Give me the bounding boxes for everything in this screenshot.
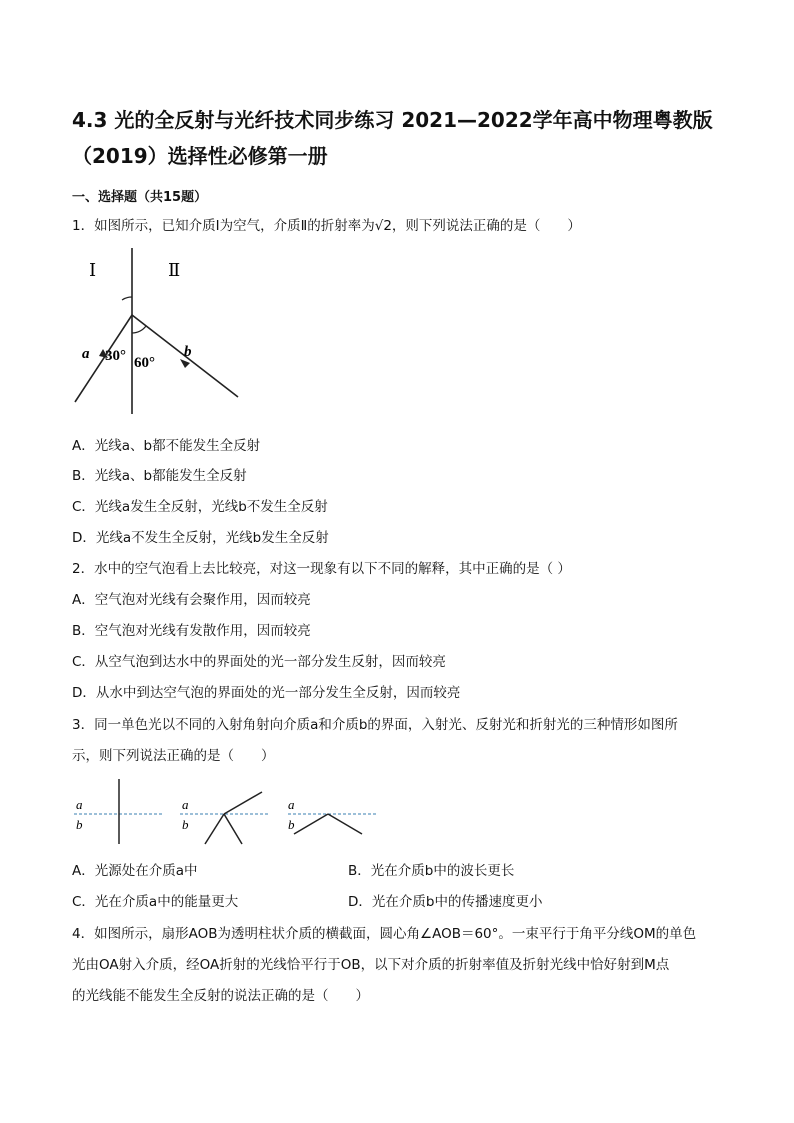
q1-arrow-b bbox=[180, 359, 190, 368]
q1-option-a: A．光线a、b都不能发生全反射 bbox=[72, 438, 261, 454]
q2-stem: 2．水中的空气泡看上去比较亮，对这一现象有以下不同的解释，其中正确的是（ ） bbox=[72, 561, 571, 577]
q4-stem-line-2: 光由OA射入介质，经OA折射的光线恰平行于OB，以下对介质的折射率值及折射光线中恰好射到M点 bbox=[72, 957, 670, 973]
q1-label-II: Ⅱ bbox=[168, 260, 181, 280]
q2-option-d: D．从水中到达空气泡的界面处的光一部分发生全反射，因而较亮 bbox=[72, 685, 461, 701]
q3-panel3-ray-1 bbox=[294, 814, 328, 834]
q1-figure bbox=[72, 246, 252, 416]
q1-arc-60 bbox=[132, 326, 146, 333]
q3-panel2-ray-3 bbox=[224, 792, 262, 814]
q3-panel3-label-a: a bbox=[288, 797, 295, 812]
q1-label-I: Ⅰ bbox=[89, 260, 97, 280]
section-header: 一、选择题（共15题） bbox=[72, 190, 208, 205]
q1-label-a: a bbox=[82, 346, 90, 362]
q3-figure bbox=[72, 776, 382, 846]
q3-panel1-label-a: a bbox=[76, 797, 83, 812]
q3-option-d: D．光在介质b中的传播速度更小 bbox=[348, 894, 543, 910]
q1-angle-30: 30° bbox=[105, 348, 126, 364]
q1-label-b: b bbox=[184, 344, 192, 360]
title-line-2: （2019）选择性必修第一册 bbox=[72, 144, 328, 168]
q3-panel2-label-a: a bbox=[182, 797, 189, 812]
page-title bbox=[72, 102, 732, 174]
title-line-1: 4.3 光的全反射与光纤技术同步练习 2021—2022学年高中物理粤教版 bbox=[72, 108, 713, 132]
q1-option-d: D．光线a不发生全反射，光线b发生全反射 bbox=[72, 530, 329, 546]
q1-stem-post: ，则下列说法正确的是（ ） bbox=[391, 218, 581, 234]
q3-option-a: A．光源处在介质a中 bbox=[72, 863, 198, 879]
q1-angle-60: 60° bbox=[134, 355, 155, 371]
q4-stem-line-1: 4．如图所示，扇形AOB为透明柱状介质的横截面，圆心角∠AOB＝60°。一束平行于角平分线OM的单色 bbox=[72, 926, 697, 942]
q3-stem-line-2: 示，则下列说法正确的是（ ） bbox=[72, 748, 275, 764]
q2-option-c: C．从空气泡到达水中的界面处的光一部分发生反射，因而较亮 bbox=[72, 654, 446, 670]
q3-panel3-ray-2 bbox=[328, 814, 362, 834]
q3-panel3-label-b: b bbox=[288, 817, 295, 832]
q3-panel2-ray-2 bbox=[224, 814, 242, 844]
q3-panel2-ray-1 bbox=[205, 814, 224, 844]
q1-option-c: C．光线a发生全反射，光线b不发生全反射 bbox=[72, 499, 328, 515]
q1-option-b: B．光线a、b都能发生全反射 bbox=[72, 468, 247, 484]
q1-sqrt: √2 bbox=[374, 218, 392, 234]
q4-stem-line-3: 的光线能不能发生全反射的说法正确的是（ ） bbox=[72, 988, 369, 1004]
q3-stem-line-1: 3．同一单色光以不同的入射角射向介质a和介质b的界面，入射光、反射光和折射光的三种情形如图所 bbox=[72, 717, 678, 733]
q2-option-a: A．空气泡对光线有会聚作用，因而较亮 bbox=[72, 592, 311, 608]
q3-panel1-label-b: b bbox=[76, 817, 83, 832]
q1-stem bbox=[72, 216, 732, 236]
q3-option-b: B．光在介质b中的波长更长 bbox=[348, 863, 515, 879]
q3-option-c: C．光在介质a中的能量更大 bbox=[72, 894, 239, 910]
q1-stem-pre: 1．如图所示，已知介质Ⅰ为空气，介质Ⅱ的折射率为 bbox=[72, 218, 375, 234]
q2-option-b: B．空气泡对光线有发散作用，因而较亮 bbox=[72, 623, 311, 639]
q1-arc-30 bbox=[122, 297, 132, 300]
q3-panel2-label-b: b bbox=[182, 817, 189, 832]
